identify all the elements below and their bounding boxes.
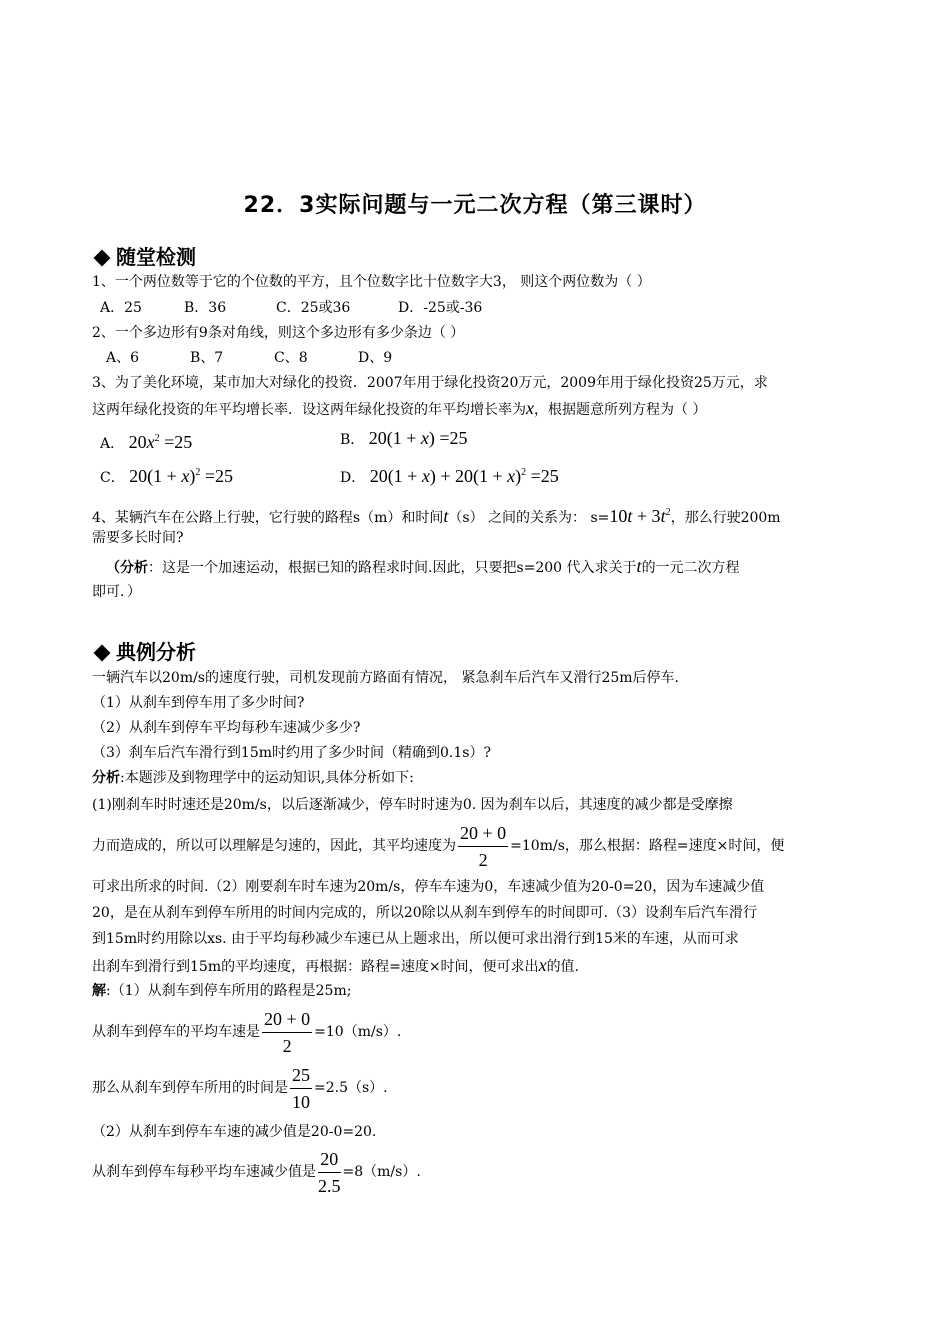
question-1-text: 1、一个两位数等于它的个位数的平方，且个位数字比十位数字大3， 则这个两位数为（ ） [92,274,651,290]
fraction-average-speed: $\frac{20 + 0}{2}$ [460,822,507,870]
equation-b: 20(1 + x) =25 [368,428,468,448]
equation-d: $20(1 + x) + 20(1 + x)^2 =25$ [369,466,559,486]
option-d: D．-25或-36 [398,300,483,316]
question-4-line-1: 4、某辆汽车在公路上行驶，它行驶的路程s（m）和时间t（s） 之间的关系为： $s=10t + 3t^2$，那么行驶200m [92,506,781,526]
option-a: A、6 [106,350,140,366]
equation-c: $20(1 + x)^2 =25$ [129,466,233,486]
option-c: C、8 [274,350,308,366]
option-b: B．36 [184,300,227,316]
solution-line-4: （2）从刹车到停车车速的减少值是20-0=20. [92,1124,377,1140]
question-4-line-2: 需要多长时间? [92,530,184,546]
equation-a: $20x^2 =25$ [128,432,193,452]
question-3-option-a: A． $20x^2 =25$ [100,432,193,452]
analysis-line-4: 20，是在从刹车到停车所用的时间内完成的，所以20除以从刹车到停车的时间即可.（3）设刹车后汽车滑行 [92,905,757,921]
fraction-average-speed: $\frac{20 + 0}{2}$ [264,1008,311,1056]
question-2-text: 2、一个多边形有9条对角线，则这个多边形有多少条边（ ） [92,325,465,341]
question-3-option-b: B． 20(1 + x) =25 [340,428,468,448]
question-1-options [100,298,482,318]
solution-line-3: 那么从刹车到停车所用的时间是 $\frac{25}{10}$ =2.5（s）. [92,1064,388,1112]
example-analysis-head: 分析:本题涉及到物理学中的运动知识,具体分析如下: [92,770,414,786]
section-heading-practice [92,241,196,270]
diamond-bullet-icon [94,644,111,661]
analysis-line-1: (1)刚刹车时时速还是20m/s，以后逐渐减少，停车时时速为0. 因为刹车以后，其速度的减少都是受摩擦 [92,797,733,813]
solution-line-1: 解:（1）从刹车到停车所用的路程是25m; [92,983,352,999]
fraction-time: $\frac{25}{10}$ [292,1064,310,1112]
question-3-line-1: 3、为了美化环境，某市加大对绿化的投资．2007年用于绿化投资20万元，2009年用于绿化投资25万元，求 [92,375,768,391]
example-part-1: （1）从刹车到停车用了多少时间? [92,695,305,711]
section-label: 典例分析 [116,640,196,664]
section-heading-examples [92,636,196,665]
analysis-line-3: 可求出所求的时间.（2）刚要刹车时车速为20m/s，停车车速为0，车速减少值为20-0=20，因为车速减少值 [92,879,765,895]
question-4-analysis-end: 即可．） [92,584,141,600]
question-3-option-c: C． $20(1 + x)^2 =25$ [100,466,233,486]
solution-line-5: 从刹车到停车每秒平均车速减少值是 $\frac{20}{2.5}$ =8（m/s）. [92,1148,421,1196]
question-2-options [106,348,392,368]
option-b: B、7 [190,350,224,366]
distance-formula: $10t + 3t^2$ [609,506,671,526]
question-3-line-2: 这两年绿化投资的年平均增长率．设这两年绿化投资的年平均增长率为x，根据题意所列方程为（ ） [92,398,707,418]
example-stem: 一辆汽车以20m/s的速度行驶，司机发现前方路面有情况， 紧急刹车后汽车又滑行25m后停车. [92,670,679,686]
section-label: 随堂检测 [116,245,196,269]
option-c: C．25或36 [276,300,351,316]
fraction-deceleration: $\frac{20}{2.5}$ [318,1148,341,1196]
example-part-3: （3）刹车后汽车滑行到15m时约用了多少时间（精确到0.1s）? [92,745,491,761]
page-title: 22．3实际问题与一元二次方程（第三课时） [243,193,707,218]
example-part-2: （2）从刹车到停车平均每秒车速减少多少? [92,720,361,736]
diamond-bullet-icon [94,249,111,266]
option-d: D、9 [358,350,393,366]
analysis-line-6: 出刹车到滑行到15m的平均速度，再根据：路程=速度×时间，便可求出x的值. [92,955,580,975]
question-3-option-d: D． $20(1 + x) + 20(1 + x)^2 =25$ [340,466,559,486]
variable-x: x [526,398,534,418]
option-a: A．25 [100,300,142,316]
solution-line-2: 从刹车到停车的平均车速是 $\frac{20 + 0}{2}$ =10（m/s）. [92,1008,402,1056]
question-4-analysis: （分析：这是一个加速运动，根据已知的路程求时间.因此，只要把s=200 代入求关于t的一元二次方程 [106,556,740,576]
analysis-line-2: 力而造成的，所以可以理解是匀速的，因此，其平均速度为 $\frac{20 + 0}{2}$ =10m/s，那么根据：路程=速度×时间，便 [92,822,785,870]
analysis-line-5: 到15m时约用除以xs. 由于平均每秒减少车速已从上题求出，所以便可求出滑行到15米的车速，从而可求 [92,931,739,947]
